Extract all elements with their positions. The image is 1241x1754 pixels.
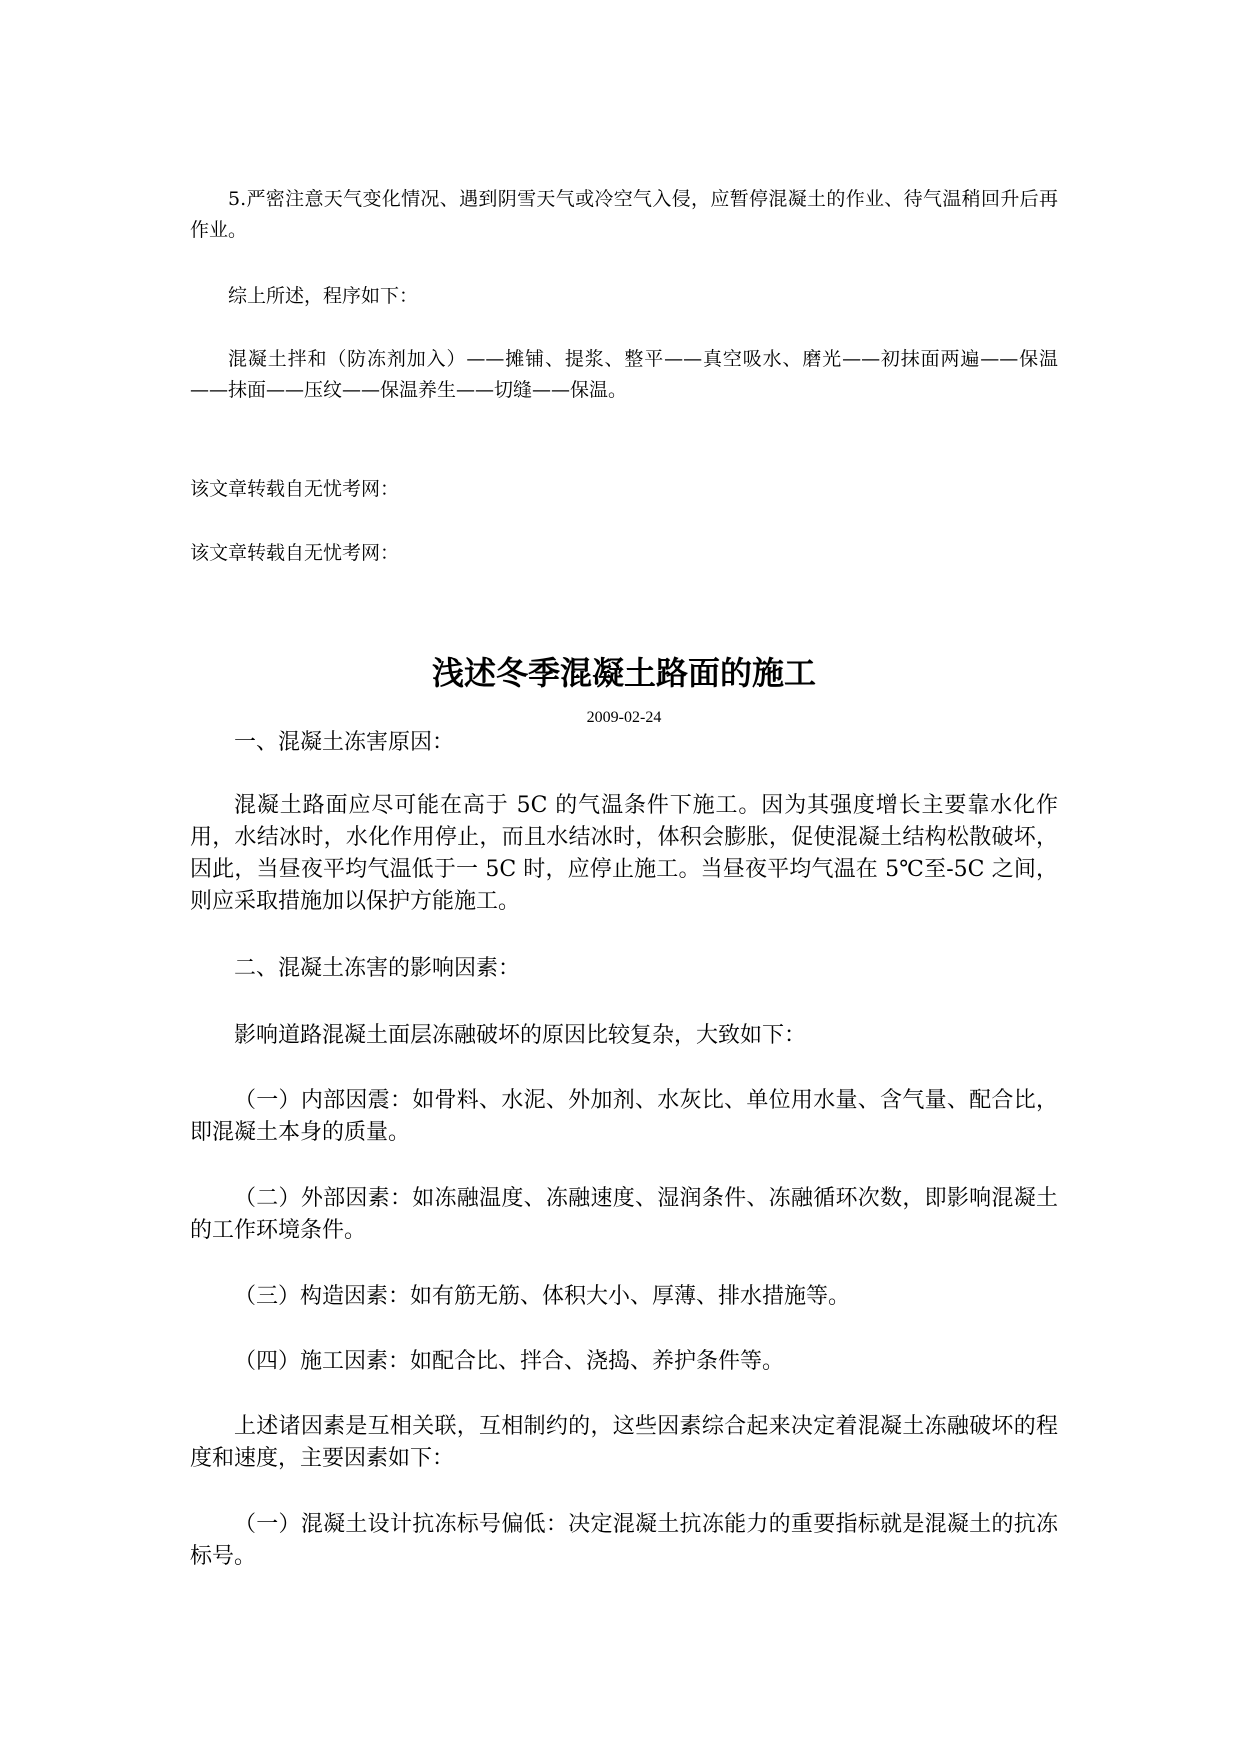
paragraph-construction-factors: （四）施工因素：如配合比、拌合、浇捣、养护条件等。: [234, 1349, 785, 1374]
section-heading-frost-causes: 一、混凝土冻害原因：: [234, 730, 455, 755]
source-note-2: 该文章转载自无忧考网：: [190, 542, 400, 564]
section-heading-influence-factors: 二、混凝土冻害的影响因素：: [234, 956, 521, 981]
paragraph-frost-grade: （一）混凝土设计抗冻标号偏低：决定混凝土抗冻能力的重要指标就是混凝土的抗冻标号。: [190, 1512, 1058, 1569]
article-title: 浅述冬季混凝土路面的施工: [431, 654, 816, 692]
paragraph-structural-factors: （三）构造因素：如有筋无筋、体积大小、厚薄、排水措施等。: [234, 1284, 851, 1309]
paragraph-frost-causes: 混凝土路面应尽可能在高于 5C 的气温条件下施工。因为其强度增长主要靠水化作用，水结冰时，水化作用停止，而且水结冰时，体积会膨胀，促使混凝土结构松散破坏，因此，当昼夜平均气温低于一 5C 时，应停止施工。当昼夜平均气温在 5℃至-5C 之间，则应采取措施加以保护方能施工。: [190, 793, 1058, 914]
source-note-1: 该文章转载自无忧考网：: [190, 478, 400, 500]
paragraph-weather-notice: 5.严密注意天气变化情况、遇到阴雪天气或冷空气入侵，应暂停混凝土的作业、待气温稍回升后再作业。: [190, 188, 1058, 241]
paragraph-factors-summary: 上述诸因素是互相关联，互相制约的，这些因素综合起来决定着混凝土冻融破坏的程度和速度，主要因素如下：: [190, 1414, 1058, 1471]
paragraph-procedure: 混凝土拌和（防冻剂加入）——摊铺、提浆、整平——真空吸水、磨光——初抹面两遍——保温——抹面——压纹——保温养生——切缝——保温。: [190, 348, 1058, 401]
paragraph-external-factors: （二）外部因素：如冻融温度、冻融速度、湿润条件、冻融循环次数，即影响混凝土的工作环境条件。: [190, 1186, 1058, 1243]
paragraph-influence-intro: 影响道路混凝土面层冻融破坏的原因比较复杂，大致如下：: [234, 1023, 807, 1048]
paragraph-summary-intro: 综上所述，程序如下：: [228, 285, 419, 307]
paragraph-internal-factors: （一）内部因震：如骨料、水泥、外加剂、水灰比、单位用水量、含气量、配合比，即混凝土本身的质量。: [190, 1088, 1058, 1145]
article-date: 2009-02-24: [586, 709, 662, 726]
